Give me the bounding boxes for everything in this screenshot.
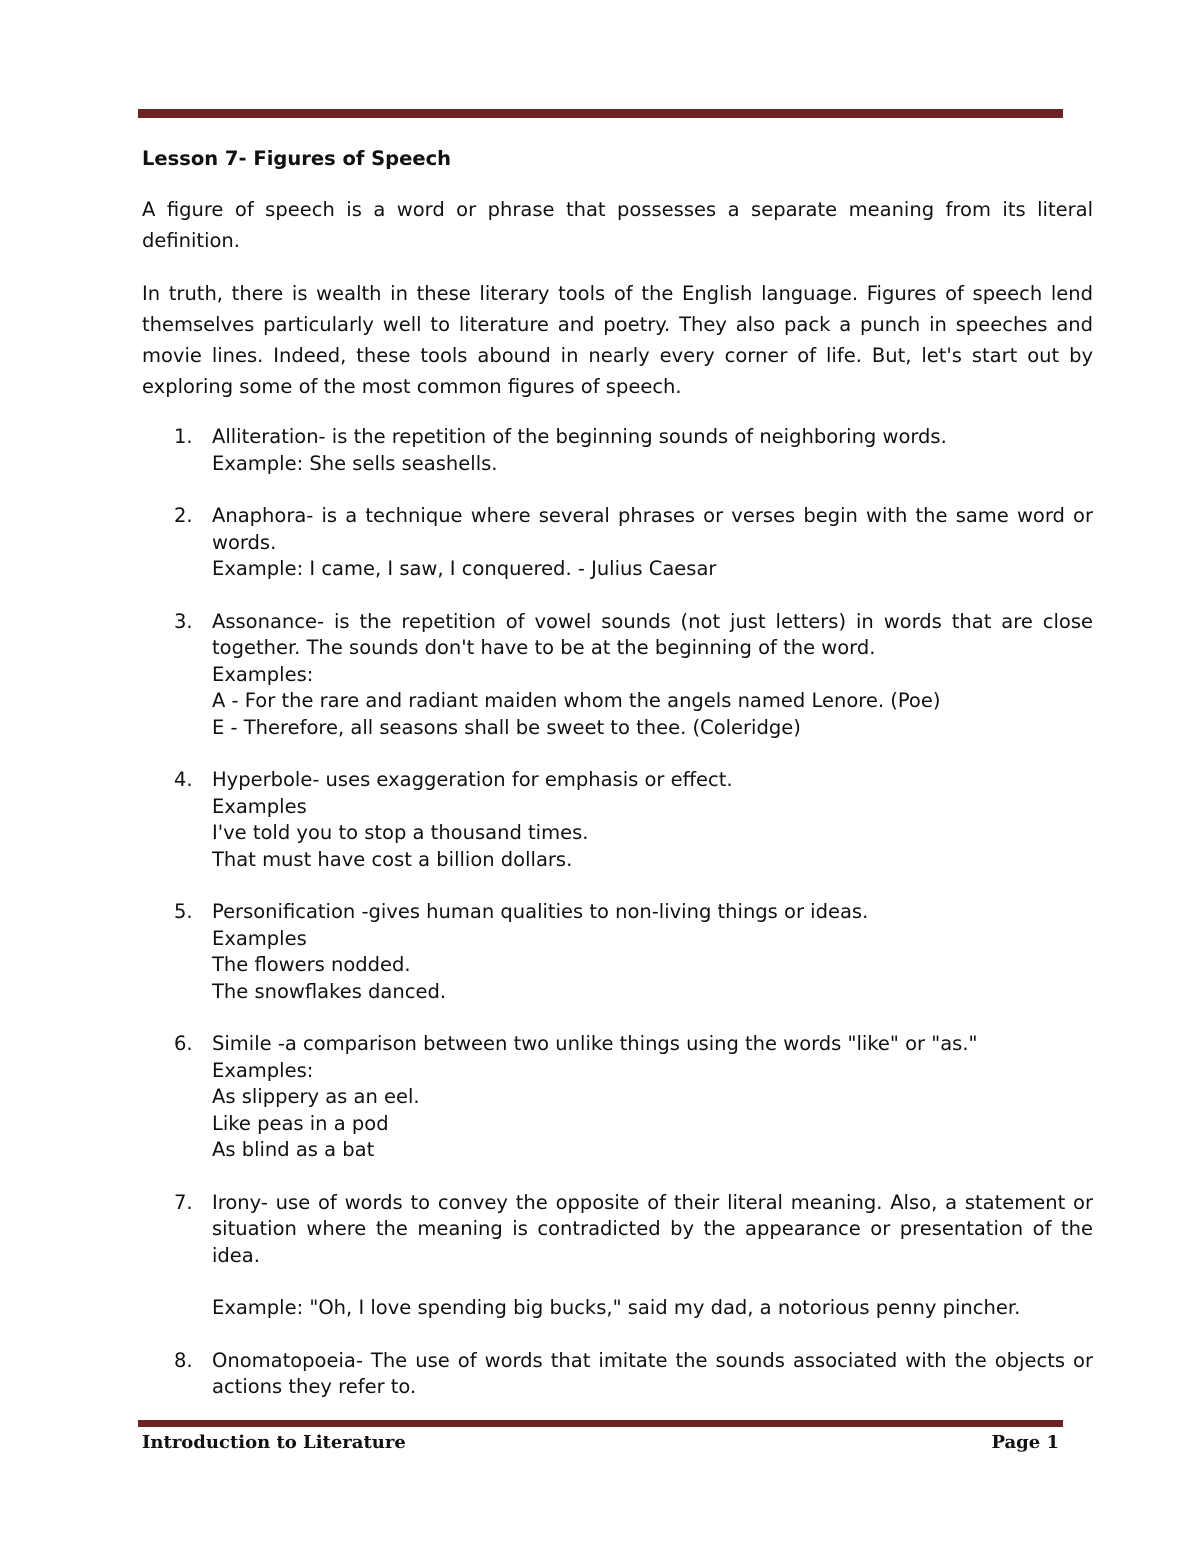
item-definition: Hyperbole- uses exaggeration for emphasis or effect. bbox=[212, 768, 733, 791]
item-definition: Assonance- is the repetition of vowel sounds (not just letters) in words that are close together. The sounds don't have to be at the beginning of the word. bbox=[212, 609, 1093, 659]
list-item bbox=[142, 503, 1093, 583]
item-example: Example: I came, I saw, I conquered. - Julius Caesar bbox=[212, 557, 717, 580]
item-definition: Onomatopoeia- The use of words that imitate the sounds associated with the objects or actions they refer to. bbox=[212, 1348, 1093, 1398]
item-number: 7. bbox=[174, 1190, 193, 1214]
lesson-title: Lesson 7- Figures of Speech bbox=[142, 147, 452, 170]
item-number: 1. bbox=[174, 425, 193, 448]
item-definition: Alliteration- is the repetition of the beginning sounds of neighboring words. bbox=[212, 425, 947, 448]
item-example-heading: Examples bbox=[212, 794, 307, 818]
item-example: E - Therefore, all seasons shall be sweet to thee. (Coleridge) bbox=[212, 715, 801, 739]
list-item bbox=[142, 609, 1093, 742]
item-example: As slippery as an eel. bbox=[212, 1085, 420, 1108]
footer-course-title: Introduction to Literature bbox=[142, 1432, 406, 1453]
item-example-heading: Examples bbox=[212, 926, 307, 950]
item-example: Like peas in a pod bbox=[212, 1111, 389, 1135]
list-item bbox=[142, 1190, 1093, 1322]
page-number: Page 1 bbox=[991, 1432, 1059, 1453]
item-example: That must have cost a billion dollars. bbox=[212, 847, 573, 871]
item-example: Example: "Oh, I love spending big bucks," said my dad, a notorious penny pincher. bbox=[212, 1296, 1021, 1319]
item-number: 4. bbox=[174, 768, 193, 791]
figures-list bbox=[142, 424, 1093, 1401]
item-example: Example: She sells seashells. bbox=[212, 451, 498, 475]
list-item bbox=[142, 424, 1093, 477]
item-number: 2. bbox=[174, 504, 193, 527]
item-example-heading: Examples: bbox=[212, 1058, 314, 1082]
item-number: 3. bbox=[174, 609, 193, 633]
page-body bbox=[142, 146, 1093, 1427]
list-item bbox=[142, 1031, 1093, 1164]
item-example: A - For the rare and radiant maiden whom the angels named Lenore. (Poe) bbox=[212, 689, 941, 712]
list-item bbox=[142, 767, 1093, 873]
item-definition: Anaphora- is a technique where several phrases or verses begin with the same word or words. bbox=[212, 504, 1093, 554]
list-item bbox=[142, 1348, 1093, 1401]
item-definition: Personification -gives human qualities to non-living things or ideas. bbox=[212, 900, 869, 923]
body-paragraph: In truth, there is wealth in these literary tools of the English language. Figures of speech lend themselves particularly well to literature and poetry. They also pack a punch in speeches and movie lines. Indeed, these tools abound in nearly every corner of life. But, let's start out by exploring some of the most common figures of speech. bbox=[142, 282, 1093, 398]
item-definition: Simile -a comparison between two unlike things using the words "like" or "as." bbox=[212, 1032, 978, 1055]
item-number: 6. bbox=[174, 1032, 193, 1055]
item-example: The flowers nodded. bbox=[212, 953, 411, 976]
item-example: I've told you to stop a thousand times. bbox=[212, 821, 589, 844]
item-example: As blind as a bat bbox=[212, 1138, 375, 1161]
item-number: 8. bbox=[174, 1348, 193, 1372]
header-rule bbox=[138, 109, 1063, 118]
item-example: The snowflakes danced. bbox=[212, 979, 447, 1003]
item-number: 5. bbox=[174, 900, 193, 923]
item-example-heading: Examples: bbox=[212, 662, 314, 686]
intro-paragraph: A figure of speech is a word or phrase that possesses a separate meaning from its literal definition. bbox=[142, 198, 1093, 252]
blank-line bbox=[212, 1269, 1093, 1295]
item-definition: Irony- use of words to convey the opposite of their literal meaning. Also, a statement or situation where the meaning is contradicted by the appearance or presentation of the idea. bbox=[212, 1190, 1093, 1267]
footer-rule bbox=[138, 1420, 1063, 1427]
list-item bbox=[142, 899, 1093, 1005]
